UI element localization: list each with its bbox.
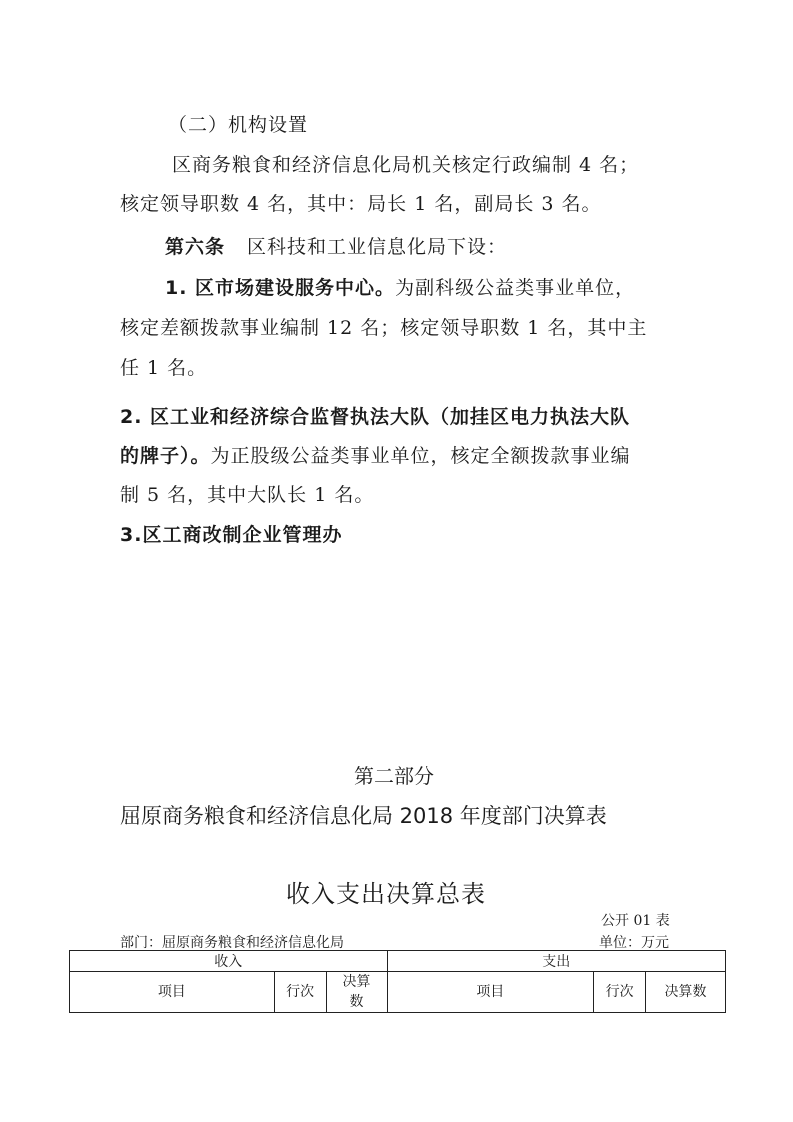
income-row-header: 行次 xyxy=(274,972,326,1013)
department-label: 部门：屈原商务粮食和经济信息化局 xyxy=(120,935,344,951)
item-1-title: 1. 区市场建设服务中心。 xyxy=(165,277,396,299)
expense-header: 支出 xyxy=(387,951,726,972)
part-two-title: 屈原商务粮食和经济信息化局 2018 年度部门决算表 xyxy=(120,804,607,828)
expense-item-header: 项目 xyxy=(387,972,594,1013)
expense-row-header: 行次 xyxy=(594,972,646,1013)
unit-label: 单位：万元 xyxy=(599,935,669,951)
item-2-title-line-2: 的牌子）。 xyxy=(120,445,211,467)
item-2-line-3: 制 5 名，其中大队长 1 名。 xyxy=(120,484,375,506)
summary-table xyxy=(69,950,726,1013)
income-header: 收入 xyxy=(70,951,388,972)
article-six xyxy=(165,232,507,259)
income-amount-header-text: 决算数 xyxy=(342,974,371,1010)
article-text: 区科技和工业信息化局下设： xyxy=(247,236,508,258)
income-item-header: 项目 xyxy=(70,972,275,1013)
report-title: 收入支出决算总表 xyxy=(286,880,486,908)
item-2-line-2 xyxy=(120,441,631,468)
part-two-heading: 第二部分 xyxy=(354,764,434,788)
staffing-line-2: 核定领导职数 4 名，其中：局长 1 名，副局长 3 名。 xyxy=(120,193,602,215)
income-amount-header xyxy=(326,972,387,1013)
table-header-row xyxy=(70,951,726,972)
item-1-line-3: 任 1 名。 xyxy=(120,357,208,379)
section-heading: （二）机构设置 xyxy=(168,114,309,136)
article-label: 第六条 xyxy=(165,236,226,258)
expense-amount-header: 决算数 xyxy=(646,972,726,1013)
item-1-line-1 xyxy=(165,273,635,300)
item-3-title: 3.区工商改制企业管理办 xyxy=(120,524,343,546)
item-1-text: 为副科级公益类事业单位， xyxy=(395,277,636,299)
staffing-line-1: 区商务粮食和经济信息化局机关核定行政编制 4 名； xyxy=(172,154,640,176)
table-column-row xyxy=(70,972,726,1013)
item-1-line-2: 核定差额拨款事业编制 12 名；核定领导职数 1 名，其中主 xyxy=(120,317,648,339)
item-2-title-line-1: 2. 区工业和经济综合监督执法大队（加挂区电力执法大队 xyxy=(120,406,631,428)
item-2-text: 为正股级公益类事业单位，核定全额拨款事业编 xyxy=(210,445,631,467)
table-number: 公开 01 表 xyxy=(601,913,670,929)
